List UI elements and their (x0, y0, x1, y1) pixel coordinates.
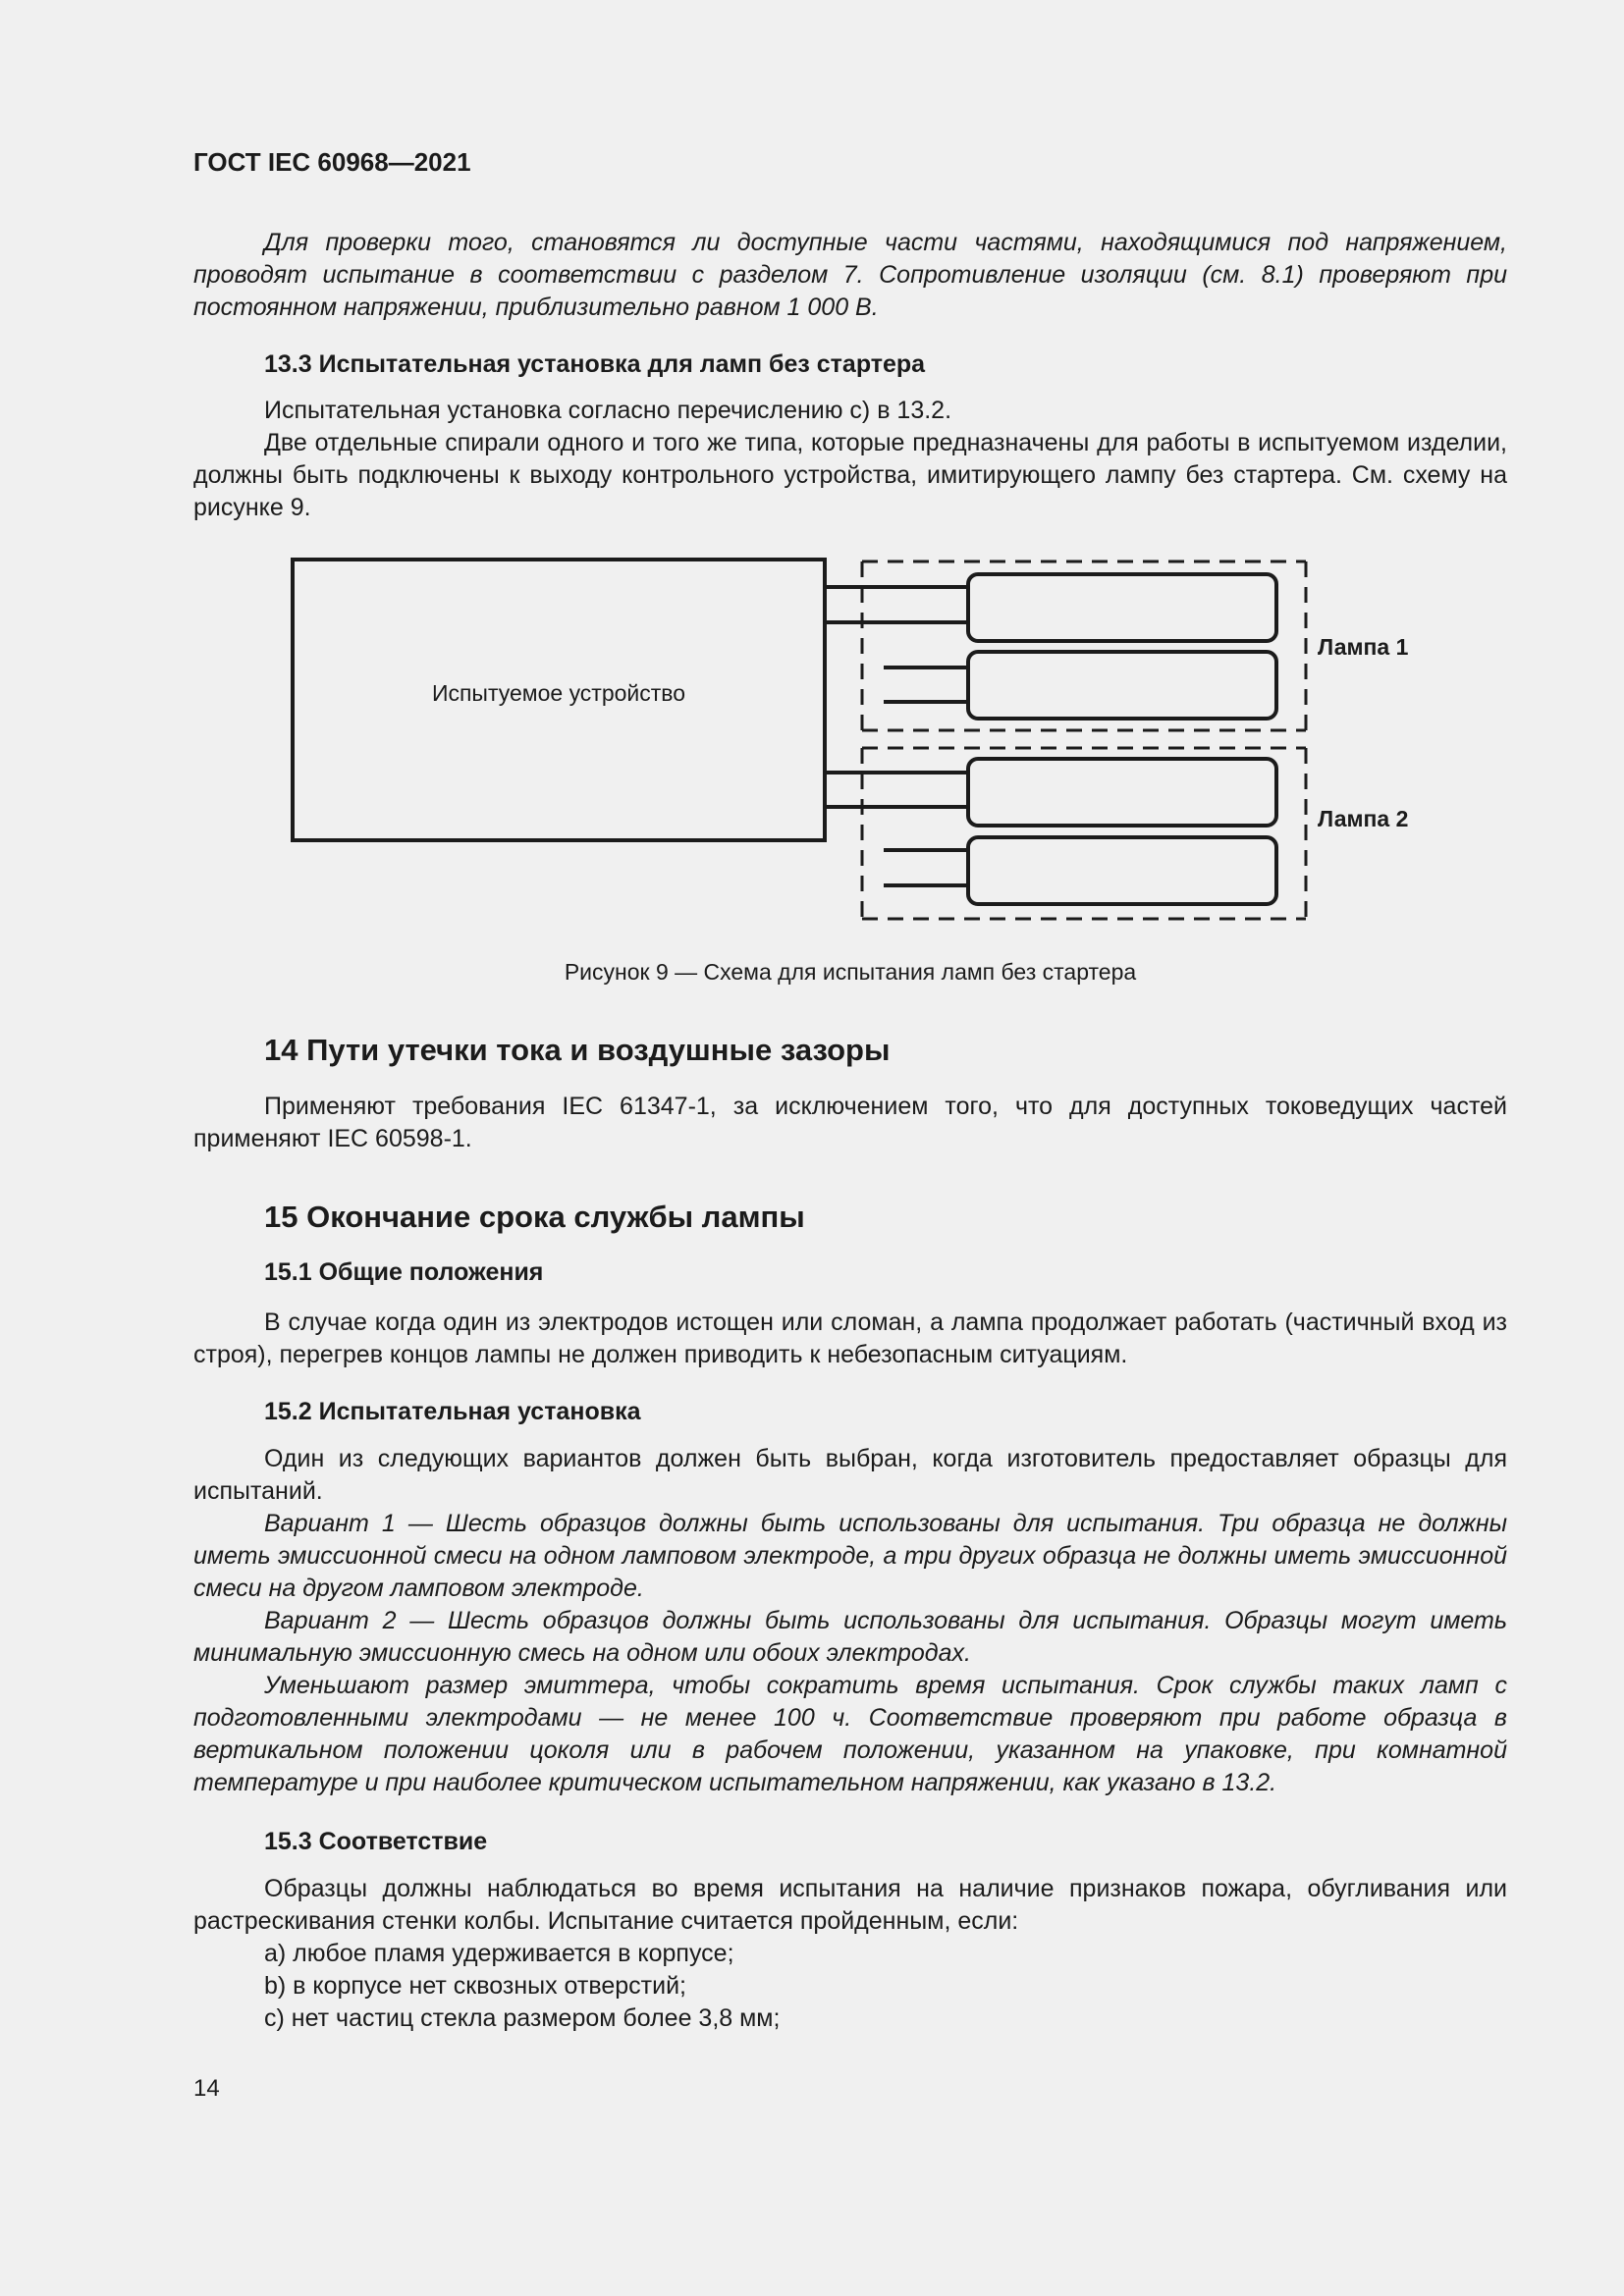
section-15-1-heading: 15.1 Общие положения (264, 1258, 544, 1286)
section-15-1-body (193, 1307, 1507, 1371)
lamp-2-filament-1 (968, 759, 1276, 826)
section-13-3-heading: 13.3 Испытательная установка для ламп без стартера (264, 350, 926, 378)
lamp-1-filament-2 (968, 652, 1276, 719)
section-13-3-p2: Две отдельные спирали одного и того же типа, которые предназначены для работы в испытуемом изделии, должны быть подключены к выходу контрольного устройства, имитирующего лампу без стартера. См. схему на рисунке 9. (193, 429, 1507, 521)
list-item: b) в корпусе нет сквозных отверстий; (264, 1972, 686, 2000)
section-15-2-heading: 15.2 Испытательная установка (264, 1398, 641, 1425)
section-14-heading: 14 Пути утечки тока и воздушные зазоры (264, 1033, 891, 1067)
section-15-3-heading: 15.3 Соответствие (264, 1828, 488, 1855)
lamp-1-label: Лампа 1 (1318, 634, 1409, 660)
document-code: ГОСТ IEC 60968—2021 (193, 147, 471, 177)
page-number: 14 (193, 2075, 220, 2102)
figure-9-diagram (285, 550, 1443, 933)
section-15-2-note: Уменьшают размер эмиттера, чтобы сократить время испытания. Срок службы таких ламп с подготовленными электродами — не менее 100 ч. Соответствие проверяют при работе образца в вертикальном положении цоколя или в рабочем положении, указанном на упаковке, при комнатной температуре и при наиболее критическом испытательном напряжении, как указано в 13.2. (193, 1672, 1507, 1796)
section-14-body (193, 1091, 1507, 1155)
section-15-2-p1: Один из следующих вариантов должен быть выбран, когда изготовитель предоставляет образцы для испытаний. (193, 1445, 1507, 1505)
section-15-2-body (193, 1443, 1507, 1799)
intro-text: Для проверки того, становятся ли доступные части частями, находящимися под напряжением, проводят испытание в соответствии с разделом 7. Сопротивление изоляции (см. 8.1) проверяют при постоянном напряжении, приблизительно равном 1 000 В. (193, 229, 1507, 321)
intro-paragraph (193, 227, 1507, 324)
section-13-3-p1: Испытательная установка согласно перечислению с) в 13.2. (264, 397, 952, 424)
lamp-2-label: Лампа 2 (1318, 806, 1409, 831)
section-15-2-variant-2: Вариант 2 — Шесть образцов должны быть использованы для испытания. Образцы могут иметь минимальную эмиссионную смесь на одном или обоих электродах. (193, 1607, 1507, 1667)
lamp-1-filament-1 (968, 574, 1276, 641)
section-15-1-text: В случае когда один из электродов истощен или сломан, а лампа продолжает работать (частичный вход из строя), перегрев концов лампы не должен приводить к небезопасным ситуациям. (193, 1308, 1507, 1368)
section-15-3-p1: Образцы должны наблюдаться во время испытания на наличие признаков пожара, обугливания или растрескивания стенки колбы. Испытание считается пройденным, если: (193, 1875, 1507, 1935)
list-item: c) нет частиц стекла размером более 3,8 мм; (264, 2004, 781, 2032)
section-14-text: Применяют требования IEC 61347-1, за исключением того, что для доступных токоведущих частей применяют IEC 60598-1. (193, 1093, 1507, 1152)
section-15-heading: 15 Окончание срока службы лампы (264, 1200, 805, 1234)
list-item: a) любое пламя удерживается в корпусе; (264, 1940, 734, 1967)
section-13-3-body (193, 395, 1507, 524)
device-label: Испытуемое устройство (431, 680, 686, 706)
section-15-2-variant-1: Вариант 1 — Шесть образцов должны быть использованы для испытания. Три образца не должны иметь эмиссионной смеси на одном ламповом электроде, а три других образца не должны иметь эмиссионной смеси на другом ламповом электроде. (193, 1510, 1507, 1602)
section-15-3-body (193, 1873, 1507, 2035)
lamp-2-filament-2 (968, 837, 1276, 904)
figure-9-caption: Рисунок 9 — Схема для испытания ламп без стартера (564, 959, 1137, 985)
